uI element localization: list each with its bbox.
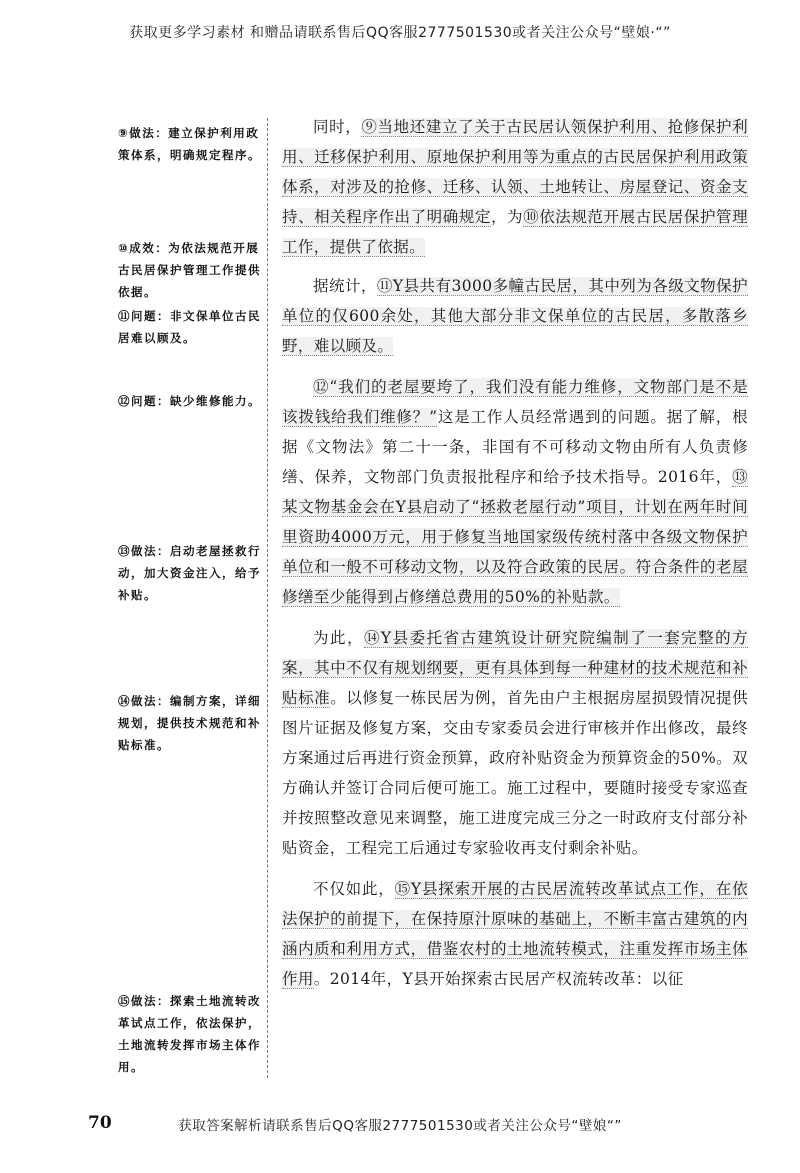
paragraph-2: 据统计，⑪Y县共有3000多幢古民居，其中列为各级文物保护单位的仅600余处，其他大部分非文保单位的古民居，多散落乡野，难以顾及。 (282, 277, 748, 355)
margin-note-14: ⑭做法：编制方案，详细规划，提供技术规范和补贴标准。 (118, 694, 261, 752)
page-footer: 获取答案解析请联系售后QQ客服2777501530或者关注公众号“壁娘“” (178, 1118, 622, 1134)
paragraph-1: 同时，⑨当地还建立了关于古民居认领保护利用、抢修保护利用、迁移保护利用、原地保护利用等为重点的古民居保护利用政策体系，对涉及的抢修、迁移、认领、土地转让、房屋登记、资金支持、相关程序作出了明确规定，为⑩依法规范开展古民居保护管理工作，提供了依据。 (282, 118, 748, 256)
page-header: 获取更多学习素材 和赠品请联系售后QQ客服2777501530或者关注公众号“壁娘·“” (129, 25, 671, 41)
margin-note-15: ⑮做法：探索土地流转改革试点工作，依法保护，土地流转发挥市场主体作用。 (118, 994, 261, 1074)
column-divider (267, 118, 268, 1078)
margin-note-11: ⑪问题：非文保单位古民居难以顾及。 (118, 309, 261, 345)
margin-note-13: ⑬做法：启动老屋拯救行动，加大资金注入，给予补贴。 (118, 544, 261, 602)
paragraph-4: 为此，⑭Y县委托省古建筑设计研究院编制了一套完整的方案，其中不仅有规划纲要，更有具体到每一种建材的技术规范和补贴标准。以修复一栋民居为例，首先由户主根据房屋损毁情况提供图片证据及修复方案，交由专家委员会进行审核并作出修改，最终方案通过后再进行资金预算，政府补贴资金为预算资金的50%。双方确认并签订合同后便可施工。施工过程中，要随时接受专家巡查并按照整改意见来调整，施工进度完成三分之一时政府支付部分补贴资金，工程完工后通过专家验收再支付剩余补贴。 (282, 629, 749, 857)
paragraph-5: 不仅如此，⑮Y县探索开展的古民居流转改革试点工作，在依法保护的前提下，在保持原汁原味的基础上，不断丰富古建筑的内涵内质和利用方式，借鉴农村的土地流转模式，注重发挥市场主体作用。2014年，Y县开始探索古民居产权流转改革：以征 (282, 880, 748, 988)
main-text (282, 112, 748, 1005)
page-number: 70 (88, 1113, 112, 1133)
margin-note-12: ⑫问题：缺少维修能力。 (118, 394, 261, 408)
margin-note-10: ⑩成效：为依法规范开展古民居保护管理工作提供依据。 (118, 241, 261, 299)
margin-note-9: ⑨做法：建立保护利用政策体系，明确规定程序。 (118, 126, 261, 162)
paragraph-3: ⑫“我们的老屋要垮了，我们没有能力维修，文物部门是不是该拨钱给我们维修？”这是工作人员经常遇到的问题。据了解，根据《文物法》第二十一条，非国有不可移动文物由所有人负责修缮、保养，文物部门负责报批程序和给予技术指导。2016年，⑬某文物基金会在Y县启动了“拯救老屋行动”项目，计划在两年时间里资助4000万元，用于修复当地国家级传统村落中各级文物保护单位和一般不可移动文物，以及符合政策的民居。符合条件的老屋修缮至少能得到占修缮总费用的50%的补贴款。 (282, 378, 748, 606)
